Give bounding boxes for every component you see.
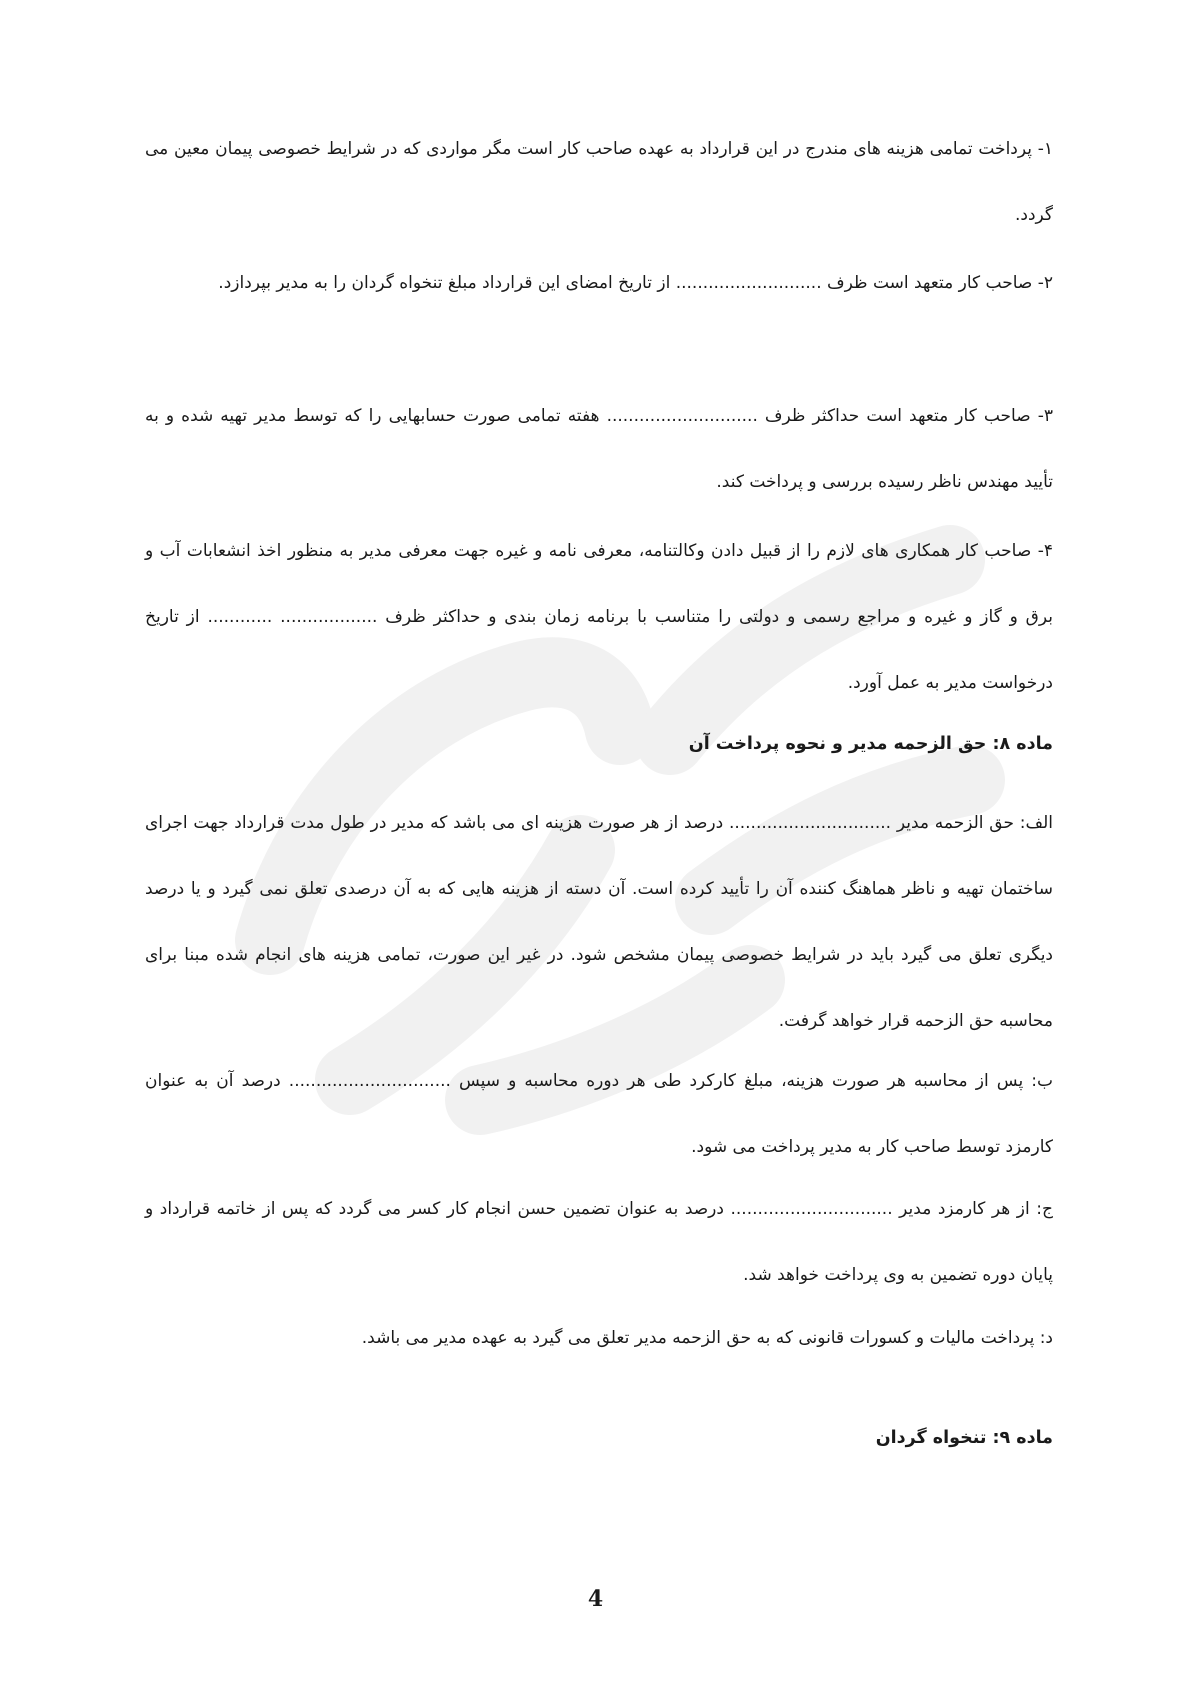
page-number: 4 xyxy=(587,1586,604,1612)
clause-be: ب: پس از محاسبه هر صورت هزینه، مبلغ کارکرد طی هر دوره محاسبه و سپس .............................. درصد آن به عنوان کارمزد توسط صاحب کار به مدیر پرداخت می شود. xyxy=(145,1071,1053,1157)
contract-item-1: ۱- پرداخت تمامی هزینه های مندرج در این قرارداد به عهده صاحب کار است مگر مواردی که در شرایط خصوصی پیمان معین می گردد. xyxy=(145,139,1053,225)
clause-alef: الف: حق الزحمه مدیر .............................. درصد از هر صورت هزینه ای می باشد که مدیر در طول مدت قرارداد جهت اجرای ساختمان تهیه و ناظر هماهنگ کننده آن را تأیید کرده است. آن دسته از هزینه هایی که به آن درصدی تعلق نمی گیرد و یا درصد دیگری تعلق می گیرد باید در شرایط خصوصی پیمان مشخص شود. در غیر این صورت، تمامی هزینه های انجام شده مبنا برای محاسبه حق الزحمه قرار خواهد گرفت. xyxy=(145,813,1053,1031)
clause-jim: ج: از هر کارمزد مدیر .............................. درصد به عنوان تضمین حسن انجام کار کسر می گردد که پس از خاتمه قرارداد و پایان دوره تضمین به وی پرداخت خواهد شد. xyxy=(145,1199,1053,1285)
article-8-heading: ماده ۸: حق الزحمه مدیر و نحوه پرداخت آن xyxy=(688,734,1053,754)
clause-dal: د: پرداخت مالیات و کسورات قانونی که به حق الزحمه مدیر تعلق می گیرد به عهده مدیر می باشد. xyxy=(361,1328,1053,1348)
contract-item-3: ۳- صاحب کار متعهد است حداکثر ظرف ............................ هفته تمامی صورت حسابهایی را که توسط مدیر تهیه شده و به تأیید مهندس ناظر رسیده بررسی و پرداخت کند. xyxy=(145,406,1053,492)
contract-item-4: ۴- صاحب کار همکاری های لازم را از قبیل دادن وکالتنامه، معرفی نامه و غیره جهت معرفی مدیر به منظور اخذ انشعابات آب و برق و گاز و غیره و مراجع رسمی و دولتی را متناسب با برنامه زمان بندی و حداکثر ظرف .................. ............ از تاریخ درخواست مدیر به عمل آورد. xyxy=(145,541,1053,693)
article-9-heading: ماده ۹: تنخواه گردان xyxy=(875,1428,1053,1448)
contract-item-2: ۲- صاحب کار متعهد است ظرف ........................... از تاریخ امضای این قرارداد مبلغ تنخواه گردان را به مدیر بپردازد. xyxy=(218,273,1053,293)
